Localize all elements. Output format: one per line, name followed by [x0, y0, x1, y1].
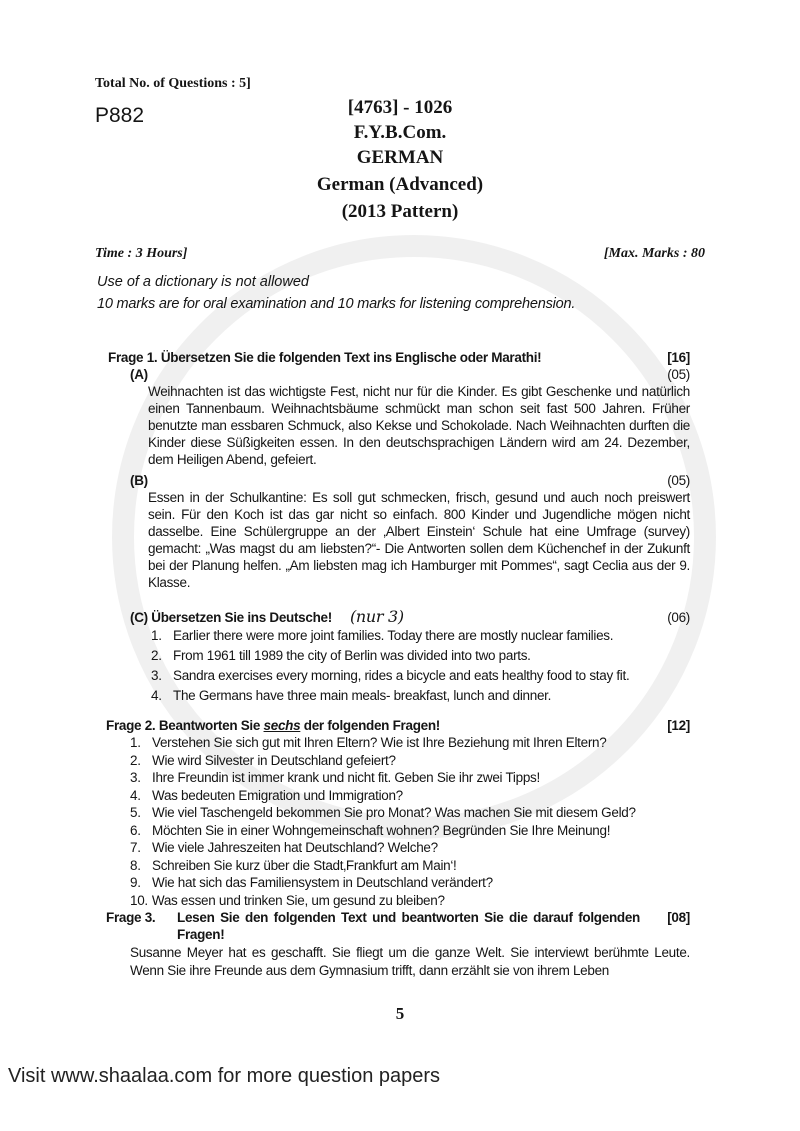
question-marks: [16] — [667, 350, 690, 365]
list-item: 5. Wie viel Taschengeld bekommen Sie pro Monat? Was machen Sie mit diesem Geld? — [130, 805, 636, 820]
list-item: 10. Was essen und trinken Sie, um gesund zu bleiben? — [130, 892, 445, 908]
question-2-heading: Frage 2. Beantworten Sie sechs der folgenden Fragen! [12] — [106, 718, 690, 733]
list-item: 4. Was bedeuten Emigration und Immigration? — [130, 787, 403, 803]
time-label: Time : 3 Hours] — [95, 246, 188, 261]
questions-body — [106, 349, 690, 980]
max-marks: [Max. Marks : 80 — [603, 246, 705, 261]
question-3-header — [106, 909, 690, 943]
title-line: GERMAN — [356, 147, 444, 168]
title-line: (2013 Pattern) — [341, 201, 459, 222]
question-marks: [08] — [667, 910, 690, 925]
instruction: Use of a dictionary is not allowed — [97, 274, 309, 290]
list-item: 4. The Germans have three main meals- breakfast, lunch and dinner. — [151, 688, 552, 703]
list-item: 3. Sandra exercises every morning, rides a bicycle and eats healthy food to stay fit. — [151, 668, 630, 683]
list-item: 1. Earlier there were more joint families. Today there are mostly nuclear families. — [151, 628, 614, 643]
handwritten-note: (nur 3) — [349, 607, 404, 626]
footer-text: Visit www.shaalaa.com for more question papers — [8, 1065, 441, 1087]
question-marks: [12] — [667, 718, 690, 733]
section-a-header — [106, 366, 690, 383]
list-item: 1. Verstehen Sie sich gut mit Ihren Eltern? Wie ist Ihre Beziehung mit Ihren Eltern? — [130, 735, 607, 750]
passage-3: Susanne Meyer hat es geschafft. Sie fliegt um die ganze Welt. Sie interviewt berühmte Leute. Wenn Sie ihre Freunde aus dem Gymnasium trifft, dann erzählt sie von ihrem Leben — [130, 945, 690, 978]
instruction: 10 marks are for oral examination and 10 marks for listening comprehension. — [97, 296, 576, 312]
question-3-heading: Lesen Sie den folgenden Text und beantworten Sie die darauf folgenden Fragen! — [177, 910, 640, 942]
list-item: 8. Schreiben Sie kurz über die Stadt‚Frankfurt am Main‘! — [130, 857, 457, 873]
list-item: 7. Wie viele Jahreszeiten hat Deutschland? Welche? — [130, 840, 438, 855]
section-c-header — [106, 609, 690, 626]
paper-code: P882 — [95, 104, 145, 127]
question-heading: Frage 1. Übersetzen Sie die folgenden Text ins Englische oder Marathi! — [108, 350, 542, 365]
passage-a: Weihnachten ist das wichtigste Fest, nicht nur für die Kinder. Es gibt Geschenke und natürlich einen Tannenbaum. Weihnachtsbäume schmückt man schon seit fast 500 Jahren. Früher benutzte man essbaren Schmuck, also Kekse und Schokolade. Nach Weihnachten durften die Kinder diese Süßigkeiten essen. In den deutschsprachigen Ländern wird am 24. Dezember, dem Heiligen Abend, gefeiert. — [148, 384, 690, 467]
title-line: German (Advanced) — [316, 174, 484, 195]
section-label: (B) — [130, 473, 148, 488]
title-line: F.Y.B.Com. — [353, 122, 447, 143]
page-number: 5 — [395, 1004, 405, 1023]
question-3-label: Frage 3. — [106, 910, 156, 925]
section-label: (A) — [130, 367, 148, 382]
question-1-heading — [106, 349, 690, 366]
list-item: 6. Möchten Sie in einer Wohngemeinschaft wohnen? Begründen Sie Ihre Meinung! — [130, 822, 611, 838]
title-line: [4763] - 1026 — [347, 97, 453, 118]
section-marks: (05) — [667, 473, 690, 488]
passage-b: Essen in der Schulkantine: Es soll gut schmecken, frisch, gesund und auch noch preiswert sein. Für den Koch ist das gar nicht so einfach. 800 Kinder und Jugendliche mögen nicht dasselbe. Eine Schülergruppe an der ‚Albert Einstein‘ Schule hat eine Umfrage (survey) gemacht: „Was magst du am liebsten?“- Die Antworten sollen dem Küchenchef in der Zukunft bei der Planung helfen. „Am liebsten mag ich Hamburger mit Pommes“, sagt Ceclia aus der 9. Klasse. — [148, 490, 690, 590]
list-item: 9. Wie hat sich das Familiensystem in Deutschland verändert? — [130, 875, 493, 890]
section-marks: (05) — [667, 367, 690, 382]
section-marks: (06) — [667, 610, 690, 625]
list-item: 3. Ihre Freundin ist immer krank und nicht fit. Geben Sie ihr zwei Tipps! — [130, 770, 540, 785]
section-b-header — [106, 472, 690, 489]
section-label: (C) Übersetzen Sie ins Deutsche! — [130, 610, 332, 625]
total-questions: Total No. of Questions : 5] — [95, 76, 251, 91]
list-item: 2. From 1961 till 1989 the city of Berlin was divided into two parts. — [151, 648, 531, 663]
list-item: 2. Wie wird Silvester in Deutschland gefeiert? — [130, 752, 396, 768]
